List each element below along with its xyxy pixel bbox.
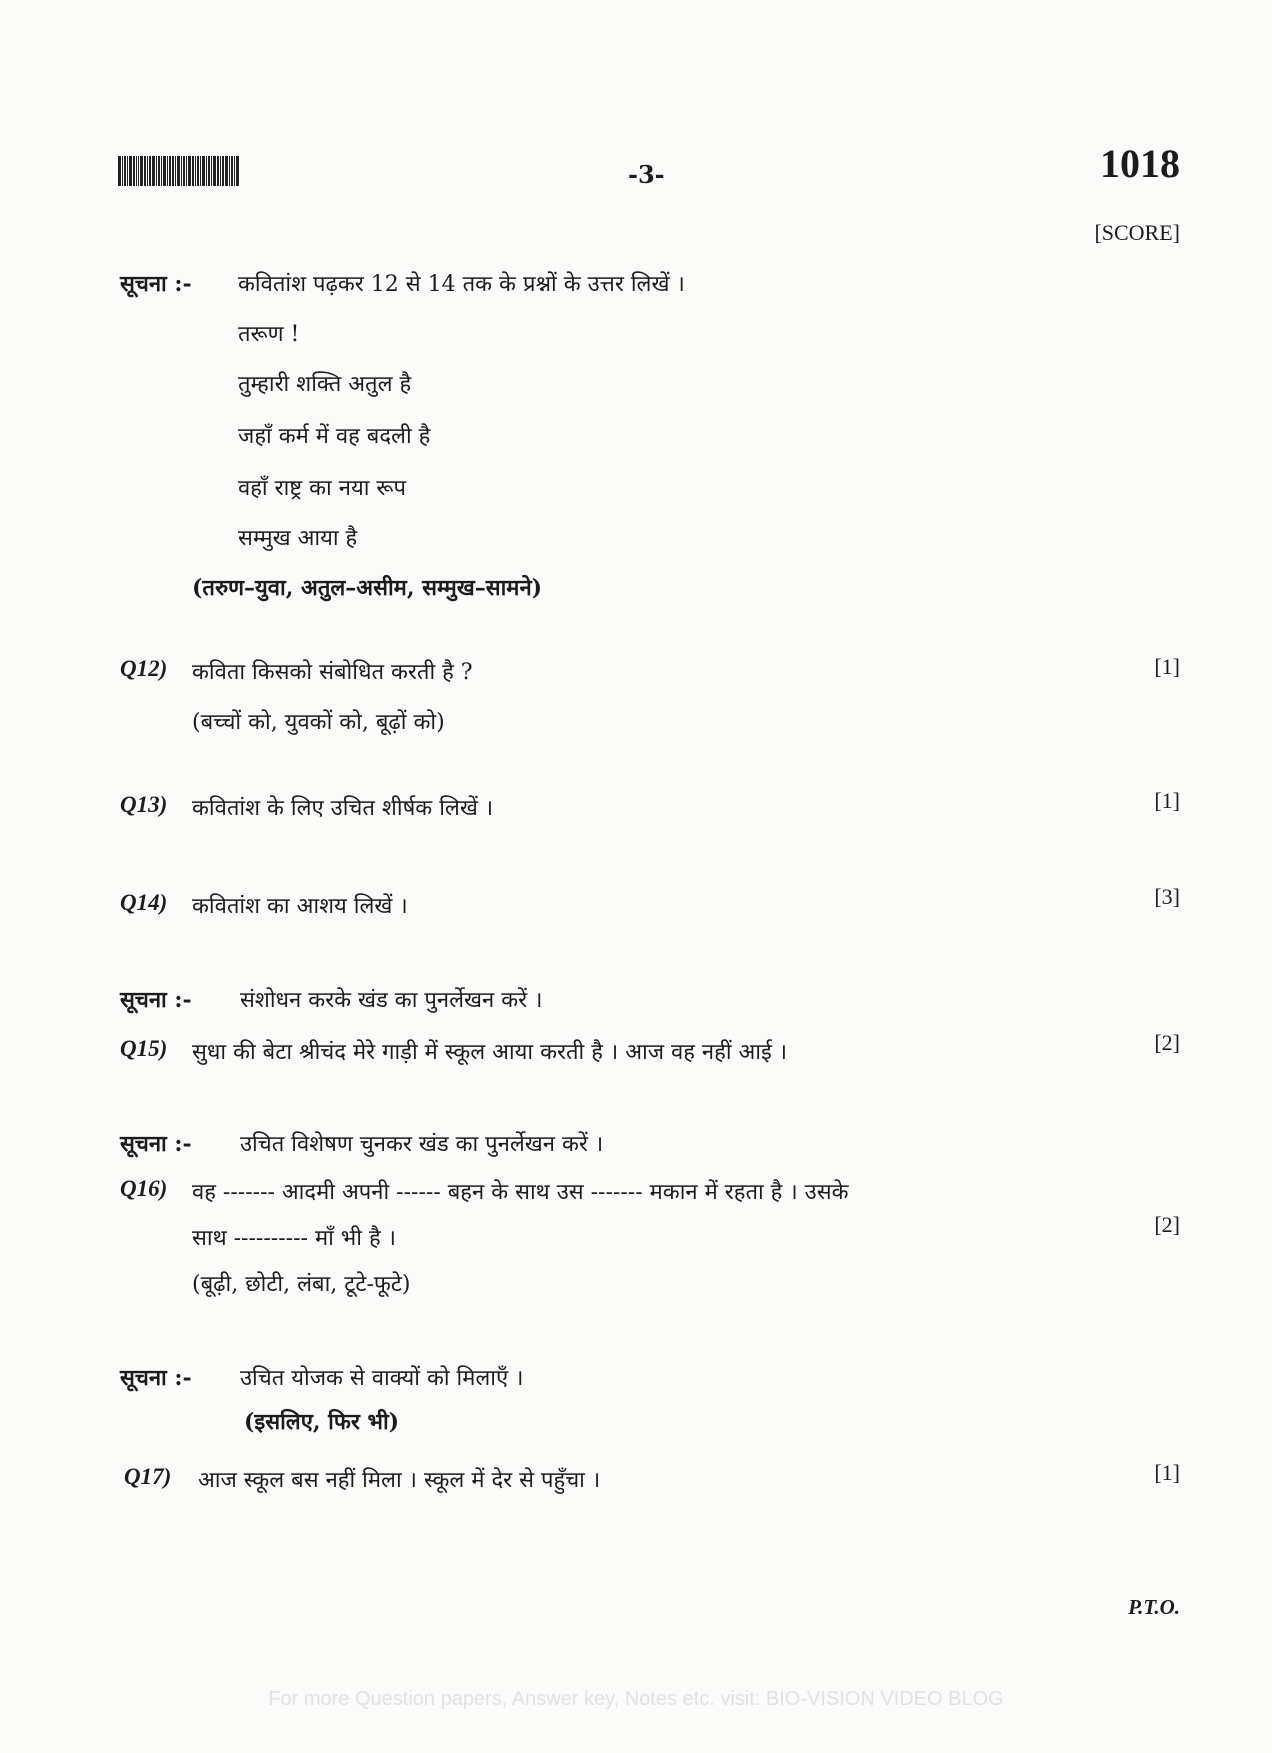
question-marks: [3]	[1154, 884, 1180, 909]
question-number: Q16)	[120, 1176, 168, 1201]
poem-line: जहाँ कर्म में वह बदली है	[238, 424, 431, 449]
question-text-continued: साथ ---------- माँ भी है ।	[192, 1226, 396, 1251]
poem-instruction: कवितांश पढ़कर 12 से 14 तक के प्रश्नों के उत्तर लिखें ।	[238, 272, 685, 297]
poem-line: सम्मुख आया है	[238, 526, 358, 551]
question-marks: [1]	[1154, 788, 1180, 813]
question-text: कविता किसको संबोधित करती है ?	[192, 660, 473, 685]
question-marks: [1]	[1154, 654, 1180, 679]
question-number: Q15)	[120, 1036, 168, 1061]
question-marks: [1]	[1154, 1460, 1180, 1485]
poem-glossary: (तरुण–युवा, अतुल–असीम, सम्मुख–सामने)	[192, 575, 543, 601]
question-number: Q14)	[120, 890, 168, 915]
question-text: सुधा की बेटा श्रीचंद मेरे गाड़ी में स्कूल आया करती है । आज वह नहीं आई ।	[192, 1040, 788, 1065]
question-text: कवितांश के लिए उचित शीर्षक लिखें ।	[192, 796, 494, 821]
question-number: Q12)	[120, 656, 168, 681]
conjunction-section-label: सूचना :-	[120, 1365, 192, 1391]
watermark-text: For more Question papers, Answer key, Notes etc. visit: BIO-VISION VIDEO BLOG	[268, 1688, 1004, 1710]
adjective-instruction: उचित विशेषण चुनकर खंड का पुनर्लेखन करें ।	[240, 1132, 604, 1157]
adjective-section-label: सूचना :-	[120, 1131, 192, 1157]
poem-section-label: सूचना :-	[120, 271, 192, 297]
poem-line: तुम्हारी शक्ति अतुल है	[238, 372, 412, 397]
correction-section-label: सूचना :-	[120, 987, 192, 1013]
question-number: Q17)	[124, 1464, 172, 1489]
question-marks: [2]	[1154, 1030, 1180, 1055]
poem-line: तरूण !	[238, 322, 300, 347]
score-label: [SCORE]	[1094, 220, 1180, 245]
question-marks: [2]	[1154, 1212, 1180, 1237]
poem-line: वहाँ राष्ट्र का नया रूप	[238, 476, 406, 501]
question-text: कवितांश का आशय लिखें ।	[192, 894, 408, 919]
page-number: -3-	[628, 160, 665, 189]
question-options: (बच्चों को, युवकों को, बूढ़ों को)	[192, 710, 445, 735]
conjunction-options: (इसलिए, फिर भी)	[244, 1409, 400, 1435]
question-options: (बूढ़ी, छोटी, लंबा, टूटे-फूटे)	[192, 1272, 411, 1297]
paper-code: 1018	[1100, 141, 1180, 186]
question-text: वह ------- आदमी अपनी ------ बहन के साथ उस ------- मकान में रहता है । उसके	[192, 1180, 849, 1205]
barcode-icon	[118, 156, 264, 186]
question-number: Q13)	[120, 792, 168, 817]
conjunction-instruction: उचित योजक से वाक्यों को मिलाएँ ।	[240, 1366, 524, 1391]
pto-label: P.T.O.	[1128, 1595, 1180, 1619]
correction-instruction: संशोधन करके खंड का पुनर्लेखन करें ।	[240, 988, 543, 1013]
question-text: आज स्कूल बस नहीं मिला । स्कूल में देर से पहुँचा ।	[198, 1468, 601, 1493]
